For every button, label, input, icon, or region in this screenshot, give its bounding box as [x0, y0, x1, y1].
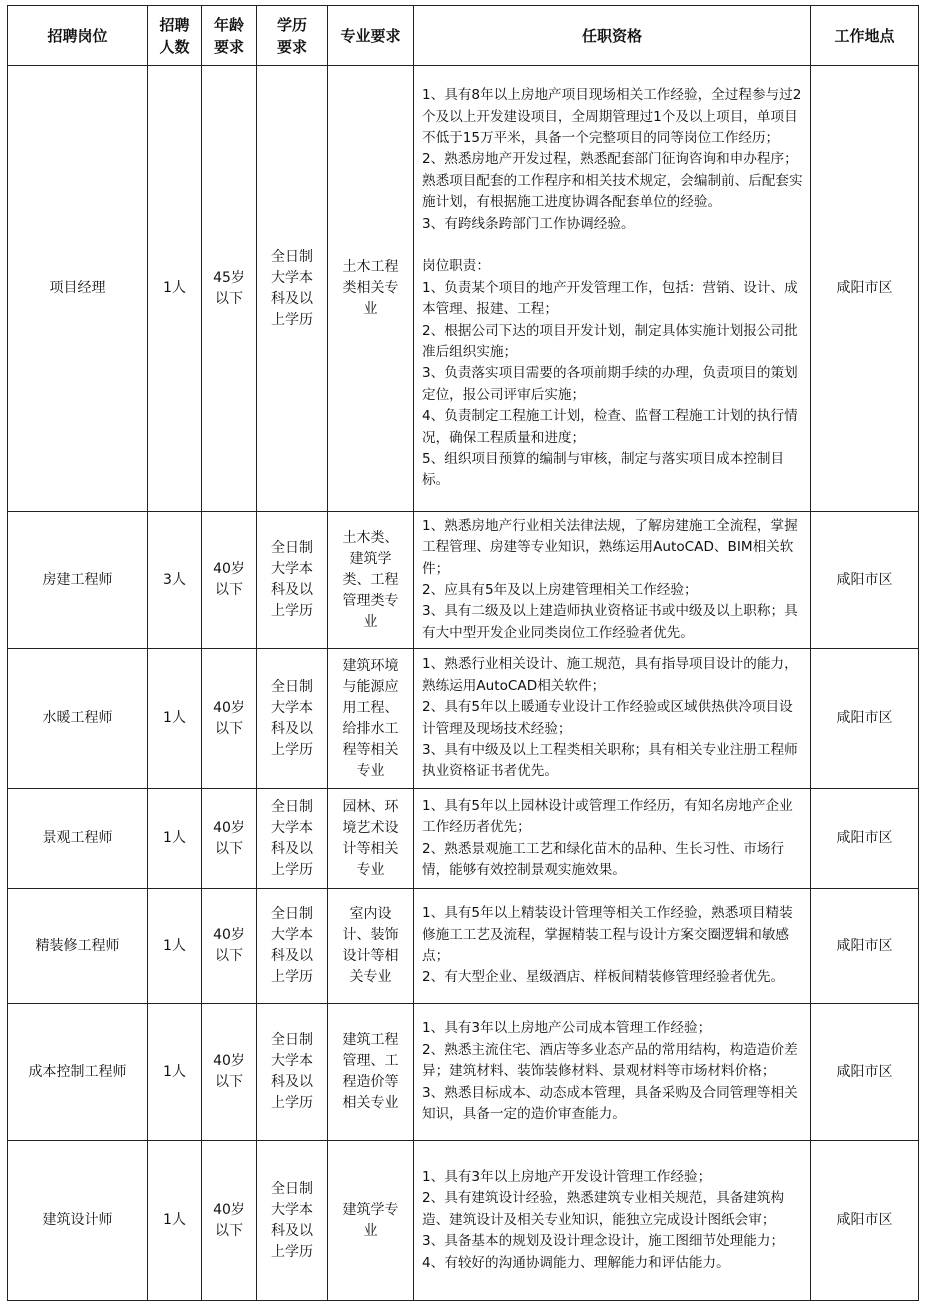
header-qualifications: 任职资格 [414, 6, 811, 66]
count-cell: 3人 [148, 512, 202, 649]
major-cell: 园林、环 境艺术设 计等相关 专业 [328, 789, 414, 889]
header-location: 工作地点 [811, 6, 919, 66]
education-cell: 全日制 大学本 科及以 上学历 [257, 1004, 328, 1141]
location-cell: 咸阳市区 [811, 66, 919, 512]
age-cell: 40岁 以下 [202, 889, 257, 1004]
major-cell: 室内设 计、装饰 设计等相 关专业 [328, 889, 414, 1004]
qualification-line [422, 235, 804, 256]
position-cell: 水暖工程师 [8, 649, 148, 789]
location-cell: 咸阳市区 [811, 512, 919, 649]
qualification-line: 4、有较好的沟通协调能力、理解能力和评估能力。 [422, 1254, 730, 1271]
position-cell: 成本控制工程师 [8, 1004, 148, 1141]
count-cell: 1人 [148, 66, 202, 512]
location-cell: 咸阳市区 [811, 1004, 919, 1141]
major-cell: 建筑学专 业 [328, 1141, 414, 1301]
header-age: 年龄 要求 [202, 6, 257, 66]
qualification-line: 2、熟悉主流住宅、酒店等多业态产品的常用结构，构造造价差异；建筑材料、装饰装修材料、景观材料等市场材料价格； [422, 1041, 798, 1080]
qualification-line: 3、具有二级及以上建造师执业资格证书或中级及以上职称；具有大中型开发企业同类岗位工作经验者优先。 [422, 603, 798, 641]
education-cell: 全日制 大学本 科及以 上学历 [257, 789, 328, 889]
location-cell: 咸阳市区 [811, 649, 919, 789]
qualification-line: 2、具有建筑设计经验，熟悉建筑专业相关规范，具备建筑构造、建筑设计及相关专业知识，能独立完成设计图纸会审； [422, 1190, 785, 1228]
education-cell: 全日制 大学本 科及以 上学历 [257, 66, 328, 512]
qualification-line: 2、有大型企业、星级酒店、样板间精装修管理经验者优先。 [422, 969, 785, 986]
qualifications-cell [414, 1004, 811, 1141]
major-cell: 建筑工程 管理、工 程造价等 相关专业 [328, 1004, 414, 1141]
position-cell: 景观工程师 [8, 789, 148, 889]
table-row [8, 889, 919, 1004]
position-cell: 精装修工程师 [8, 889, 148, 1004]
education-cell: 全日制 大学本 科及以 上学历 [257, 512, 328, 649]
qualification-line: 3、具备基本的规划及设计理念设计，施工图细节处理能力； [422, 1233, 785, 1250]
qualification-line: 2、熟悉景观施工工艺和绿化苗木的品种、生长习性、市场行情，能够有效控制景观实施效果。 [422, 840, 785, 878]
count-cell: 1人 [148, 1004, 202, 1141]
qualification-line: 2、具有5年以上暖通专业设计工作经验或区域供热供冷项目设计管理及现场技术经验； [422, 699, 793, 737]
qualification-line: 1、具有8年以上房地产项目现场相关工作经验，全过程参与过2个及以上开发建设项目，全周期管理过1个及以上项目，单项目不低于15万平米，具备一个完整项目的同等岗位工作经历； [422, 87, 802, 146]
qualification-line: 1、具有5年以上园林设计或管理工作经历，有知名房地产企业工作经历者优先； [422, 797, 793, 836]
major-cell: 建筑环境 与能源应 用工程、 给排水工 程等相关 专业 [328, 649, 414, 789]
age-cell: 40岁 以下 [202, 649, 257, 789]
qualification-line: 4、负责制定工程施工计划，检查、监督工程施工计划的执行情况，确保工程质量和进度； [422, 408, 798, 446]
qualification-line: 1、具有3年以上房地产开发设计管理工作经验； [422, 1168, 712, 1185]
count-cell: 1人 [148, 789, 202, 889]
header-major: 专业要求 [328, 6, 414, 66]
table-row [8, 789, 919, 889]
qualification-line: 1、负责某个项目的地产开发管理工作，包括：营销、设计、成本管理、报建、工程； [422, 279, 798, 318]
major-cell: 土木类、 建筑学 类、工程 管理类专 业 [328, 512, 414, 649]
qualifications-cell [414, 512, 811, 649]
qualifications-cell [414, 789, 811, 889]
qualification-line: 3、具有中级及以上工程类相关职称；具有相关专业注册工程师执业资格证书者优先。 [422, 741, 798, 780]
count-cell: 1人 [148, 889, 202, 1004]
qualification-line: 3、熟悉目标成本、动态成本管理，具备采购及合同管理等相关知识，具备一定的造价审查能力。 [422, 1084, 798, 1123]
header-education: 学历 要求 [257, 6, 328, 66]
header-row [8, 6, 919, 66]
position-cell: 房建工程师 [8, 512, 148, 649]
education-cell: 全日制 大学本 科及以 上学历 [257, 649, 328, 789]
qualification-line: 岗位职责： [422, 258, 490, 275]
age-cell: 45岁 以下 [202, 66, 257, 512]
education-cell: 全日制 大学本 科及以 上学历 [257, 889, 328, 1004]
qualification-line: 5、组织项目预算的编制与审核，制定与落实项目成本控制目标。 [422, 451, 785, 489]
header-count: 招聘 人数 [148, 6, 202, 66]
position-cell: 建筑设计师 [8, 1141, 148, 1301]
age-cell: 40岁 以下 [202, 789, 257, 889]
qualification-line: 1、具有5年以上精装设计管理等相关工作经验，熟悉项目精装修施工工艺及流程，掌握精装工程与设计方案交圈逻辑和敏感点； [422, 905, 793, 964]
qualification-line: 2、根据公司下达的项目开发计划，制定具体实施计划报公司批准后组织实施； [422, 322, 798, 361]
table-row [8, 512, 919, 649]
location-cell: 咸阳市区 [811, 789, 919, 889]
table-row [8, 1004, 919, 1141]
age-cell: 40岁 以下 [202, 512, 257, 649]
qualifications-cell [414, 66, 811, 512]
count-cell: 1人 [148, 649, 202, 789]
qualifications-cell [414, 1141, 811, 1301]
qualification-line: 1、熟悉房地产行业相关法律法规，了解房建施工全流程，掌握工程管理、房建等专业知识，熟练运用AutoCAD、BIM相关软件； [422, 517, 798, 577]
table-row [8, 66, 919, 512]
position-cell: 项目经理 [8, 66, 148, 512]
qualifications-cell [414, 649, 811, 789]
table-row [8, 1141, 919, 1301]
age-cell: 40岁 以下 [202, 1004, 257, 1141]
recruitment-table [7, 5, 919, 1301]
major-cell: 土木工程 类相关专 业 [328, 66, 414, 512]
qualification-line: 3、负责落实项目需要的各项前期手续的办理，负责项目的策划定位，报公司评审后实施； [422, 365, 798, 403]
qualification-line: 2、应具有5年及以上房建管理相关工作经验； [422, 582, 698, 598]
qualifications-cell [414, 889, 811, 1004]
education-cell: 全日制 大学本 科及以 上学历 [257, 1141, 328, 1301]
qualification-line: 1、熟悉行业相关设计、施工规范，具有指导项目设计的能力，熟练运用AutoCAD相关软件； [422, 656, 798, 694]
location-cell: 咸阳市区 [811, 1141, 919, 1301]
qualification-line: 1、具有3年以上房地产公司成本管理工作经验； [422, 1020, 712, 1037]
location-cell: 咸阳市区 [811, 889, 919, 1004]
header-position: 招聘岗位 [8, 6, 148, 66]
table-row [8, 649, 919, 789]
age-cell: 40岁 以下 [202, 1141, 257, 1301]
qualification-line: 2、熟悉房地产开发过程，熟悉配套部门征询咨询和申办程序；熟悉项目配套的工作程序和相关技术规定，会编制前、后配套实施计划，有根据施工进度协调各配套单位的经验。 [422, 151, 803, 211]
count-cell: 1人 [148, 1141, 202, 1301]
qualification-line: 3、有跨线条跨部门工作协调经验。 [422, 215, 635, 232]
